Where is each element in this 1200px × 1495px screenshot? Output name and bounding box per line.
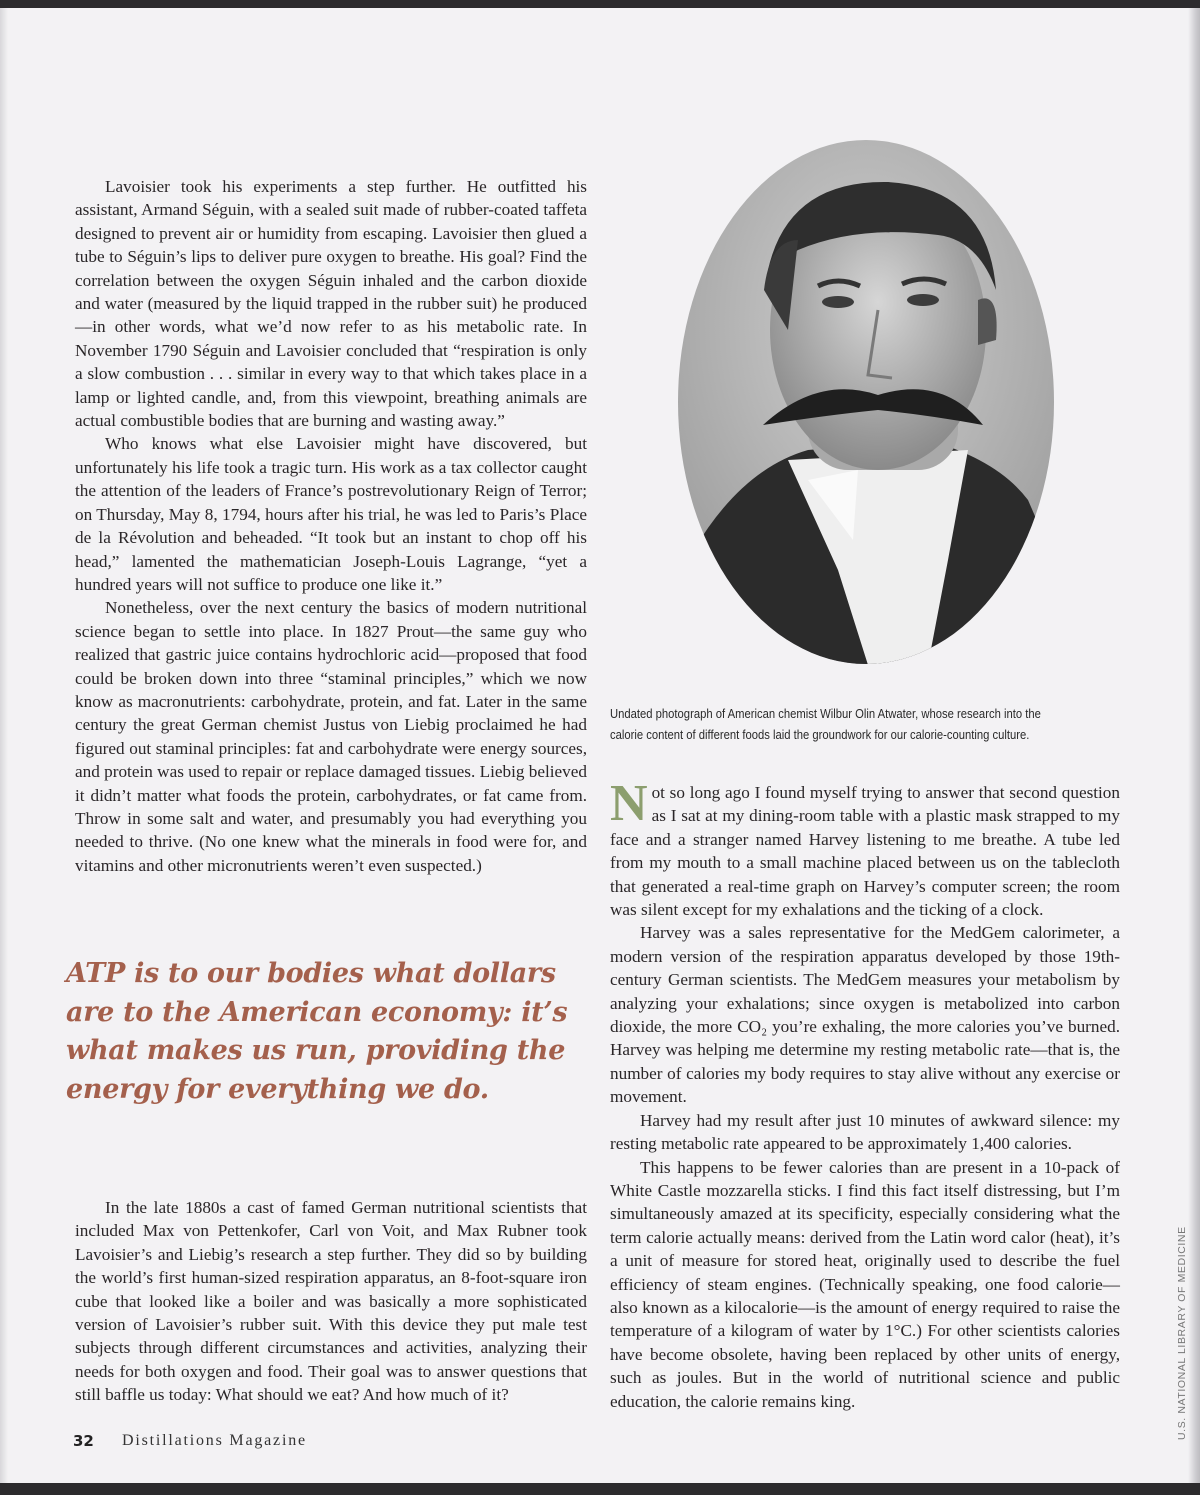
photo-credit: U.S. NATIONAL LIBRARY OF MEDICINE	[1176, 1226, 1188, 1440]
paragraph: Who knows what else Lavoisier might have discovered, but unfortunately his life took a tragic turn. His work as a tax collector caught the attention of the leaders of France’s postrevolutionary Reign of Terror; on Thursday, May 8, 1794, hours after his trial, he was led to Paris’s Place de la Révolution and beheaded. “It took but an instant to chop off his head,” lamented the mathematician Joseph-Louis Lagrange, “yet a hundred years will not suffice to produce one like it.”	[75, 434, 587, 594]
drop-cap: N	[610, 775, 648, 832]
portrait-photo	[678, 140, 1054, 665]
paragraph: In the late 1880s a cast of famed German nutritional scientists that included Max von Pettenkofer, Carl von Voit, and Max Rubner took Lavoisier’s and Liebig’s research a step further. They did so by building the world’s first human-sized respiration apparatus, an 8-foot-square iron cube that looked like a boiler and was basically a more sophisticated version of Lavoisier’s rubber suit. With this device they put male test subjects through different circumstances and activities, analyzing their needs for both oxygen and food. Their goal was to answer questions that still baffle us today: What should we eat? And how much of it?	[75, 1198, 587, 1405]
paragraph: Nonetheless, over the next century the basics of modern nutritional science began to settle into place. In 1827 Prout—the same guy who realized that gastric juice contains hydrochloric acid—proposed that food could be broken down into three “staminal principles,” which we now know as macronutrients: carbohydrate, protein, and fat. Later in the same century the great German chemist Justus von Liebig proclaimed he had figured out staminal principles: fat and carbohydrate were energy sources, and protein was used to repair or replace damaged tissues. Liebig believed it didn’t matter what foods the protein, carbohydrates, or fat came from. Throw in some salt and water, and presumably you had everything you needed to thrive. (No one knew what the minerals in food were for, and vitamins and other micronutrients weren’t even suspected.)	[75, 598, 587, 875]
page-number: 32	[73, 1432, 94, 1450]
paragraph: Harvey had my result after just 10 minutes of awkward silence: my resting metabolic rate appeared to be approximately 1,400 calories.	[610, 1110, 1120, 1154]
paragraph-opening	[610, 775, 1120, 921]
scan-top-border	[0, 0, 1200, 8]
paragraph-text: ot so long ago I found myself trying to answer that second question as I sat at my dining-room table with a plastic mask strapped to my face and a stranger named Harvey listening to me breathe. A tube led from my mouth to a small machine placed between us on the tablecloth that generated a real-time graph on Harvey’s computer screen; the room was silent except for my exhalations and the ticking of a clock.	[610, 783, 1120, 920]
paragraph: Harvey was a sales representative for the MedGem calorimeter, a modern version of the respiration apparatus developed by those 19th-century German scientists. The MedGem measures your metabolism by analyzing your exhalations; since oxygen is metabolized into carbon dioxide, the more CO₂ you’re exhaling, the more calories you’ve burned. Harvey was helping me determine my resting metabolic rate—that is, the number of calories my body requires to stay alive without any exercise or movement.	[610, 923, 1120, 1107]
magazine-name: Distillations Magazine	[122, 1432, 307, 1449]
photo-caption: Undated photograph of American chemist Wilbur Olin Atwater, whose research into the calorie content of different foods laid the groundwork for our calorie-counting culture.	[610, 707, 1041, 742]
left-column-top	[75, 175, 587, 877]
paragraph: This happens to be fewer calories than are present in a 10-pack of White Castle mozzarella sticks. I find this fact itself distressing, but I’m simultaneously amazed at its specificity, especially considering what the term calorie actually means: derived from the Latin word calor (heat), it’s a unit of measure for stored heat, originally used to describe the fuel efficiency of steam engines. (Technically speaking, one food calorie—also known as a kilocalorie—is the amount of energy required to raise the temperature of a kilogram of water by 1°C.) For other scientists calories have become obsolete, having been replaced by other units of energy, such as joules. But in the world of nutritional science and public education, the calorie remains king.	[610, 1157, 1120, 1411]
right-column	[610, 775, 1120, 1413]
page-right-edge	[1188, 8, 1200, 1483]
paragraph: Lavoisier took his experiments a step further. He outfitted his assistant, Armand Séguin, with a sealed suit made of rubber-coated taffeta designed to prevent air or humidity from escaping. Lavoisier then glued a tube to Séguin’s lips to deliver pure oxygen to breathe. His goal? Find the correlation between the oxygen Séguin inhaled and the carbon dioxide and water (measured by the liquid trapped in the rubber suit) he produced—in other words, what we’d now refer to as his metabolic rate. In November 1790 Séguin and Lavoisier concluded that “respiration is only a slow combustion . . . similar in every way to that which takes place in a lamp or lighted candle, and, from this viewpoint, breathing animals are actual combustible bodies that are burning and wasting away.”	[75, 177, 587, 431]
scan-bottom-border	[0, 1483, 1200, 1495]
left-column-bottom	[75, 1196, 587, 1407]
pull-quote: ATP is to our bodies what dollars are to the American economy: it’s what makes us run, providing the energy for everything we do.	[66, 958, 568, 1105]
page-left-edge	[0, 8, 8, 1483]
